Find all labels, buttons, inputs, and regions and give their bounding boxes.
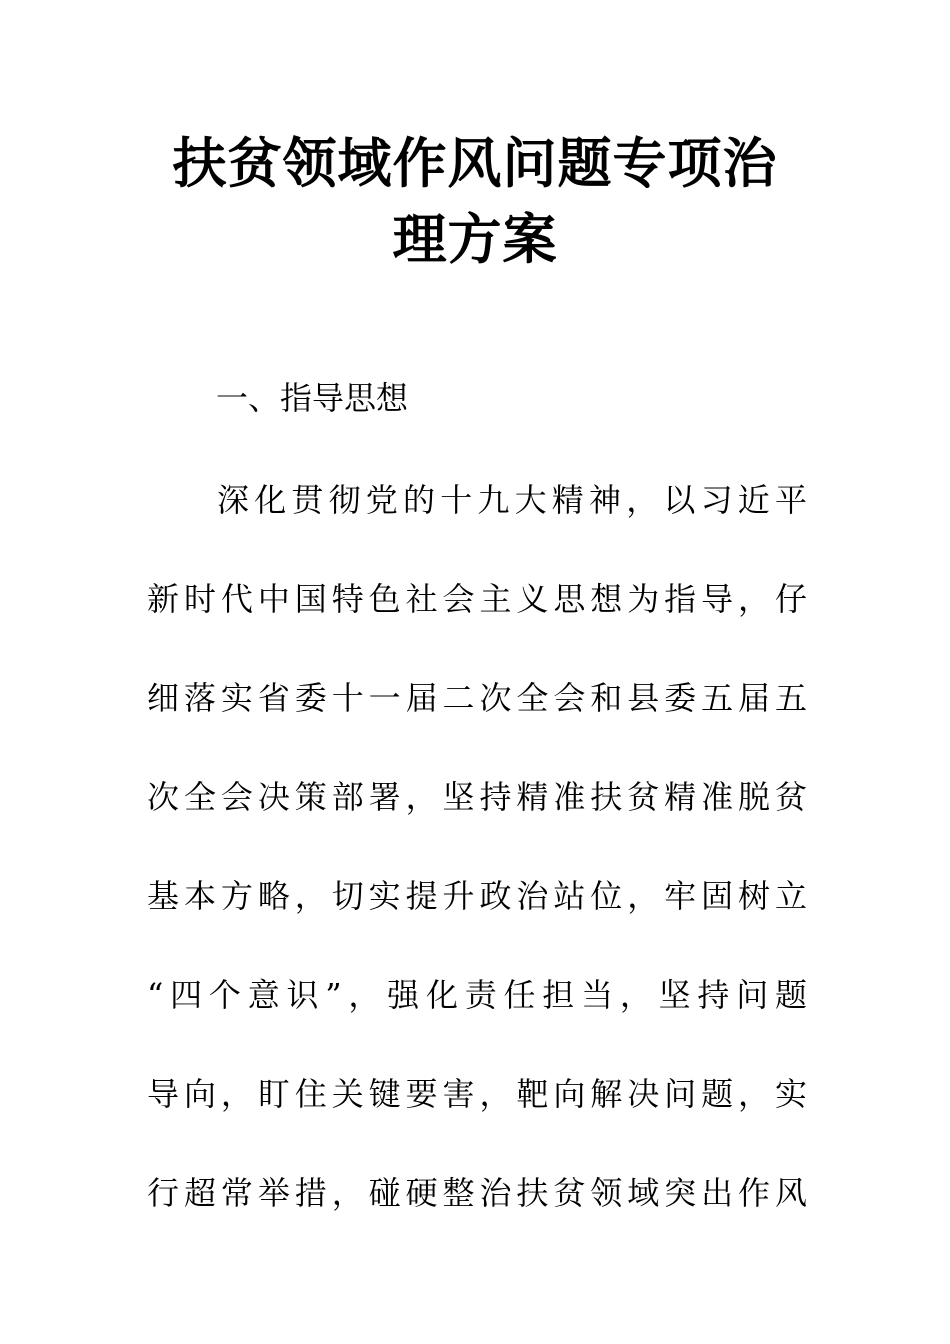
document-title xyxy=(140,126,810,278)
paragraph-line: 导向，盯住关键要害，靶向解决问题，实 xyxy=(147,1075,807,1113)
title-line: 扶贫领域作风问题专项治 xyxy=(172,132,778,195)
body-paragraph xyxy=(147,474,807,1266)
paragraph-line: 行超常举措，碰硬整治扶贫领域突出作风 xyxy=(147,1174,807,1212)
title-line: 理方案 xyxy=(392,208,558,271)
section-heading: 一、指导思想 xyxy=(216,379,409,417)
paragraph-line: 新时代中国特色社会主义思想为指导，仔 xyxy=(147,580,807,618)
paragraph-line: “四个意识”，强化责任担当，坚持问题 xyxy=(147,976,807,1014)
paragraph-line: 细落实省委十一届二次全会和县委五届五 xyxy=(147,679,807,717)
paragraph-line: 基本方略，切实提升政治站位，牢固树立 xyxy=(147,877,807,915)
paragraph-line: 次全会决策部署，坚持精准扶贫精准脱贫 xyxy=(147,778,807,816)
paragraph-line: 深化贯彻党的十九大精神，以习近平 xyxy=(217,481,807,519)
